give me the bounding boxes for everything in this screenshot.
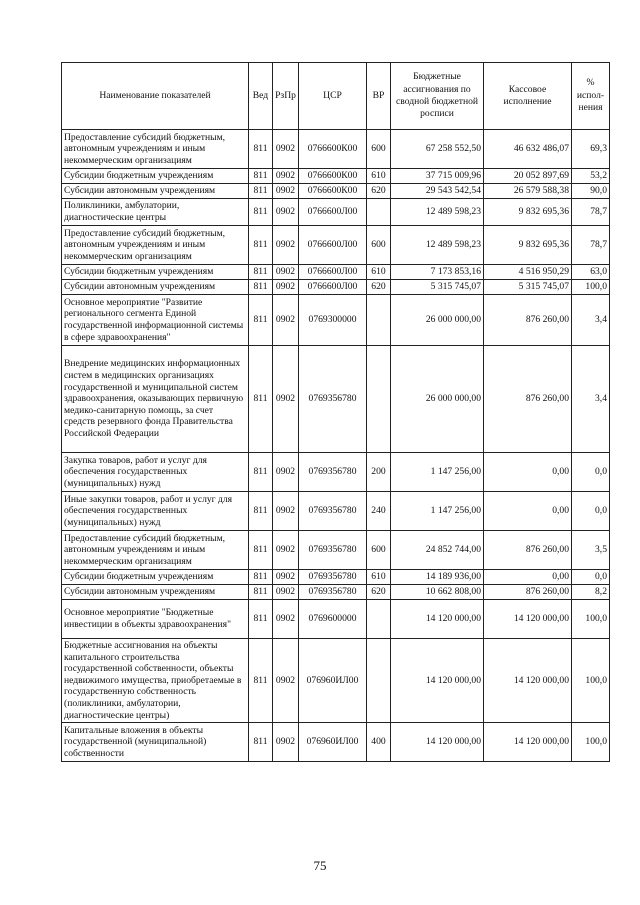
- row-csr: 0769356780: [299, 531, 367, 570]
- row-vr: [367, 346, 391, 453]
- row-execution: 876 260,00: [484, 585, 572, 600]
- row-name: Предоставление субсидий бюджетным, автономным учреждениям и иным некоммерческим организациям: [62, 531, 249, 570]
- row-execution: 20 052 897,69: [484, 169, 572, 184]
- table-row: [62, 639, 610, 723]
- row-percent: 78,7: [572, 226, 610, 265]
- row-csr: 0766600К00: [299, 184, 367, 199]
- row-vr: 620: [367, 585, 391, 600]
- row-csr: 0766600Л00: [299, 199, 367, 226]
- row-vr: 600: [367, 531, 391, 570]
- row-assignments: 14 120 000,00: [391, 639, 484, 723]
- row-assignments: 24 852 744,00: [391, 531, 484, 570]
- row-vr: 610: [367, 169, 391, 184]
- row-execution: 14 120 000,00: [484, 639, 572, 723]
- row-ved: 811: [249, 280, 273, 295]
- row-assignments: 5 315 745,07: [391, 280, 484, 295]
- header-vr: ВР: [367, 63, 391, 130]
- row-percent: 100,0: [572, 723, 610, 762]
- row-execution: 46 632 486,07: [484, 130, 572, 169]
- row-execution: 4 516 950,29: [484, 265, 572, 280]
- row-ved: 811: [249, 199, 273, 226]
- row-execution: 14 120 000,00: [484, 600, 572, 639]
- row-execution: 14 120 000,00: [484, 723, 572, 762]
- header-ved: Вед: [249, 63, 273, 130]
- table-row: [62, 492, 610, 531]
- row-percent: 0,0: [572, 570, 610, 585]
- row-csr: 0766600К00: [299, 130, 367, 169]
- row-execution: 26 579 588,38: [484, 184, 572, 199]
- row-name: Субсидии автономным учреждениям: [62, 585, 249, 600]
- row-percent: 100,0: [572, 639, 610, 723]
- table-row: [62, 265, 610, 280]
- row-execution: 9 832 695,36: [484, 226, 572, 265]
- row-csr: 0769356780: [299, 492, 367, 531]
- header-csr: ЦСР: [299, 63, 367, 130]
- row-ved: 811: [249, 600, 273, 639]
- table-row: [62, 600, 610, 639]
- row-percent: 69,3: [572, 130, 610, 169]
- row-percent: 8,2: [572, 585, 610, 600]
- row-assignments: 1 147 256,00: [391, 453, 484, 492]
- row-vr: [367, 639, 391, 723]
- row-name: Иные закупки товаров, работ и услуг для обеспечения государственных (муниципальных) нужд: [62, 492, 249, 531]
- header-assignments: Бюджетные ассигнования по сводной бюджетной росписи: [391, 63, 484, 130]
- row-rzpr: 0902: [273, 723, 299, 762]
- row-percent: 53,2: [572, 169, 610, 184]
- row-name: Субсидии автономным учреждениям: [62, 280, 249, 295]
- row-csr: 076960ИЛ00: [299, 639, 367, 723]
- table-row: [62, 295, 610, 346]
- row-rzpr: 0902: [273, 570, 299, 585]
- row-vr: 620: [367, 280, 391, 295]
- row-percent: 0,0: [572, 492, 610, 531]
- row-ved: 811: [249, 265, 273, 280]
- row-name: Основное мероприятие "Развитие регионального сегмента Единой государственной информационной системы в сфере здравоохранения": [62, 295, 249, 346]
- row-rzpr: 0902: [273, 600, 299, 639]
- row-percent: 63,0: [572, 265, 610, 280]
- table-row: [62, 346, 610, 453]
- row-rzpr: 0902: [273, 169, 299, 184]
- header-rzpr: РзПр: [273, 63, 299, 130]
- row-name: Капитальные вложения в объекты государственной (муниципальной) собственности: [62, 723, 249, 762]
- row-csr: 0769300000: [299, 295, 367, 346]
- row-name: Субсидии автономным учреждениям: [62, 184, 249, 199]
- table-row: [62, 570, 610, 585]
- row-percent: 100,0: [572, 280, 610, 295]
- row-vr: 620: [367, 184, 391, 199]
- table-row: [62, 169, 610, 184]
- row-name: Бюджетные ассигнования на объекты капитального строительства государственной собственности, объекты недвижимого имущества, приобретаемые в государственную собственность (поликлиники, амбулатории, диагностические центры): [62, 639, 249, 723]
- row-rzpr: 0902: [273, 453, 299, 492]
- row-csr: 0769600000: [299, 600, 367, 639]
- row-ved: 811: [249, 295, 273, 346]
- row-percent: 3,4: [572, 346, 610, 453]
- row-rzpr: 0902: [273, 585, 299, 600]
- row-vr: 610: [367, 570, 391, 585]
- row-vr: 600: [367, 130, 391, 169]
- header-execution: Кассовое исполнение: [484, 63, 572, 130]
- header-name: Наименование показателей: [62, 63, 249, 130]
- table-row: [62, 723, 610, 762]
- row-vr: 240: [367, 492, 391, 531]
- row-percent: 0,0: [572, 453, 610, 492]
- row-ved: 811: [249, 585, 273, 600]
- row-name: Поликлиники, амбулатории, диагностические центры: [62, 199, 249, 226]
- row-name: Основное мероприятие "Бюджетные инвестиции в объекты здравоохранения": [62, 600, 249, 639]
- table-row: [62, 226, 610, 265]
- budget-table: [61, 62, 610, 762]
- row-assignments: 10 662 808,00: [391, 585, 484, 600]
- row-vr: 610: [367, 265, 391, 280]
- row-ved: 811: [249, 226, 273, 265]
- row-vr: 200: [367, 453, 391, 492]
- row-ved: 811: [249, 531, 273, 570]
- row-rzpr: 0902: [273, 226, 299, 265]
- row-name: Субсидии бюджетным учреждениям: [62, 265, 249, 280]
- row-rzpr: 0902: [273, 184, 299, 199]
- row-vr: 400: [367, 723, 391, 762]
- row-percent: 90,0: [572, 184, 610, 199]
- row-execution: 0,00: [484, 570, 572, 585]
- row-assignments: 14 120 000,00: [391, 600, 484, 639]
- row-name: Закупка товаров, работ и услуг для обеспечения государственных (муниципальных) нужд: [62, 453, 249, 492]
- table-header-row: [62, 63, 610, 130]
- row-vr: [367, 295, 391, 346]
- row-execution: 5 315 745,07: [484, 280, 572, 295]
- table-row: [62, 453, 610, 492]
- row-execution: 876 260,00: [484, 346, 572, 453]
- row-name: Субсидии бюджетным учреждениям: [62, 169, 249, 184]
- row-execution: 0,00: [484, 453, 572, 492]
- row-csr: 076960ИЛ00: [299, 723, 367, 762]
- table-row: [62, 531, 610, 570]
- row-rzpr: 0902: [273, 265, 299, 280]
- row-rzpr: 0902: [273, 295, 299, 346]
- row-vr: [367, 199, 391, 226]
- header-percent: % испол- нения: [572, 63, 610, 130]
- row-execution: 876 260,00: [484, 295, 572, 346]
- row-ved: 811: [249, 639, 273, 723]
- table-row: [62, 184, 610, 199]
- row-ved: 811: [249, 492, 273, 531]
- row-rzpr: 0902: [273, 531, 299, 570]
- row-name: Внедрение медицинских информационных систем в медицинских организациях государственной и муниципальной систем здравоохранения, оказывающих первичную медико-санитарную помощь, за счет средств резервного фонда Правительства Российской Федерации: [62, 346, 249, 453]
- row-csr: 0769356780: [299, 570, 367, 585]
- row-rzpr: 0902: [273, 280, 299, 295]
- row-ved: 811: [249, 723, 273, 762]
- row-ved: 811: [249, 346, 273, 453]
- page-number: 75: [313, 858, 327, 873]
- row-vr: [367, 600, 391, 639]
- row-name: Субсидии бюджетным учреждениям: [62, 570, 249, 585]
- row-ved: 811: [249, 184, 273, 199]
- row-rzpr: 0902: [273, 639, 299, 723]
- row-assignments: 12 489 598,23: [391, 226, 484, 265]
- row-csr: 0766600Л00: [299, 280, 367, 295]
- row-ved: 811: [249, 169, 273, 184]
- row-rzpr: 0902: [273, 492, 299, 531]
- row-csr: 0769356780: [299, 585, 367, 600]
- row-assignments: 1 147 256,00: [391, 492, 484, 531]
- row-csr: 0769356780: [299, 346, 367, 453]
- row-assignments: 26 000 000,00: [391, 346, 484, 453]
- row-percent: 78,7: [572, 199, 610, 226]
- table-row: [62, 199, 610, 226]
- row-name: Предоставление субсидий бюджетным, автономным учреждениям и иным некоммерческим организациям: [62, 226, 249, 265]
- row-execution: 876 260,00: [484, 531, 572, 570]
- row-assignments: 67 258 552,50: [391, 130, 484, 169]
- row-rzpr: 0902: [273, 346, 299, 453]
- row-csr: 0766600Л00: [299, 226, 367, 265]
- row-name: Предоставление субсидий бюджетным, автономным учреждениям и иным некоммерческим организациям: [62, 130, 249, 169]
- table-row: [62, 280, 610, 295]
- row-ved: 811: [249, 453, 273, 492]
- row-csr: 0769356780: [299, 453, 367, 492]
- row-vr: 600: [367, 226, 391, 265]
- row-assignments: 7 173 853,16: [391, 265, 484, 280]
- row-execution: 0,00: [484, 492, 572, 531]
- table-row: [62, 130, 610, 169]
- row-assignments: 26 000 000,00: [391, 295, 484, 346]
- row-ved: 811: [249, 570, 273, 585]
- row-assignments: 14 120 000,00: [391, 723, 484, 762]
- row-assignments: 37 715 009,96: [391, 169, 484, 184]
- row-csr: 0766600К00: [299, 169, 367, 184]
- table-row: [62, 585, 610, 600]
- row-percent: 3,4: [572, 295, 610, 346]
- row-csr: 0766600Л00: [299, 265, 367, 280]
- row-rzpr: 0902: [273, 130, 299, 169]
- row-assignments: 29 543 542,54: [391, 184, 484, 199]
- row-percent: 100,0: [572, 600, 610, 639]
- row-assignments: 12 489 598,23: [391, 199, 484, 226]
- row-execution: 9 832 695,36: [484, 199, 572, 226]
- row-assignments: 14 189 936,00: [391, 570, 484, 585]
- row-rzpr: 0902: [273, 199, 299, 226]
- row-percent: 3,5: [572, 531, 610, 570]
- row-ved: 811: [249, 130, 273, 169]
